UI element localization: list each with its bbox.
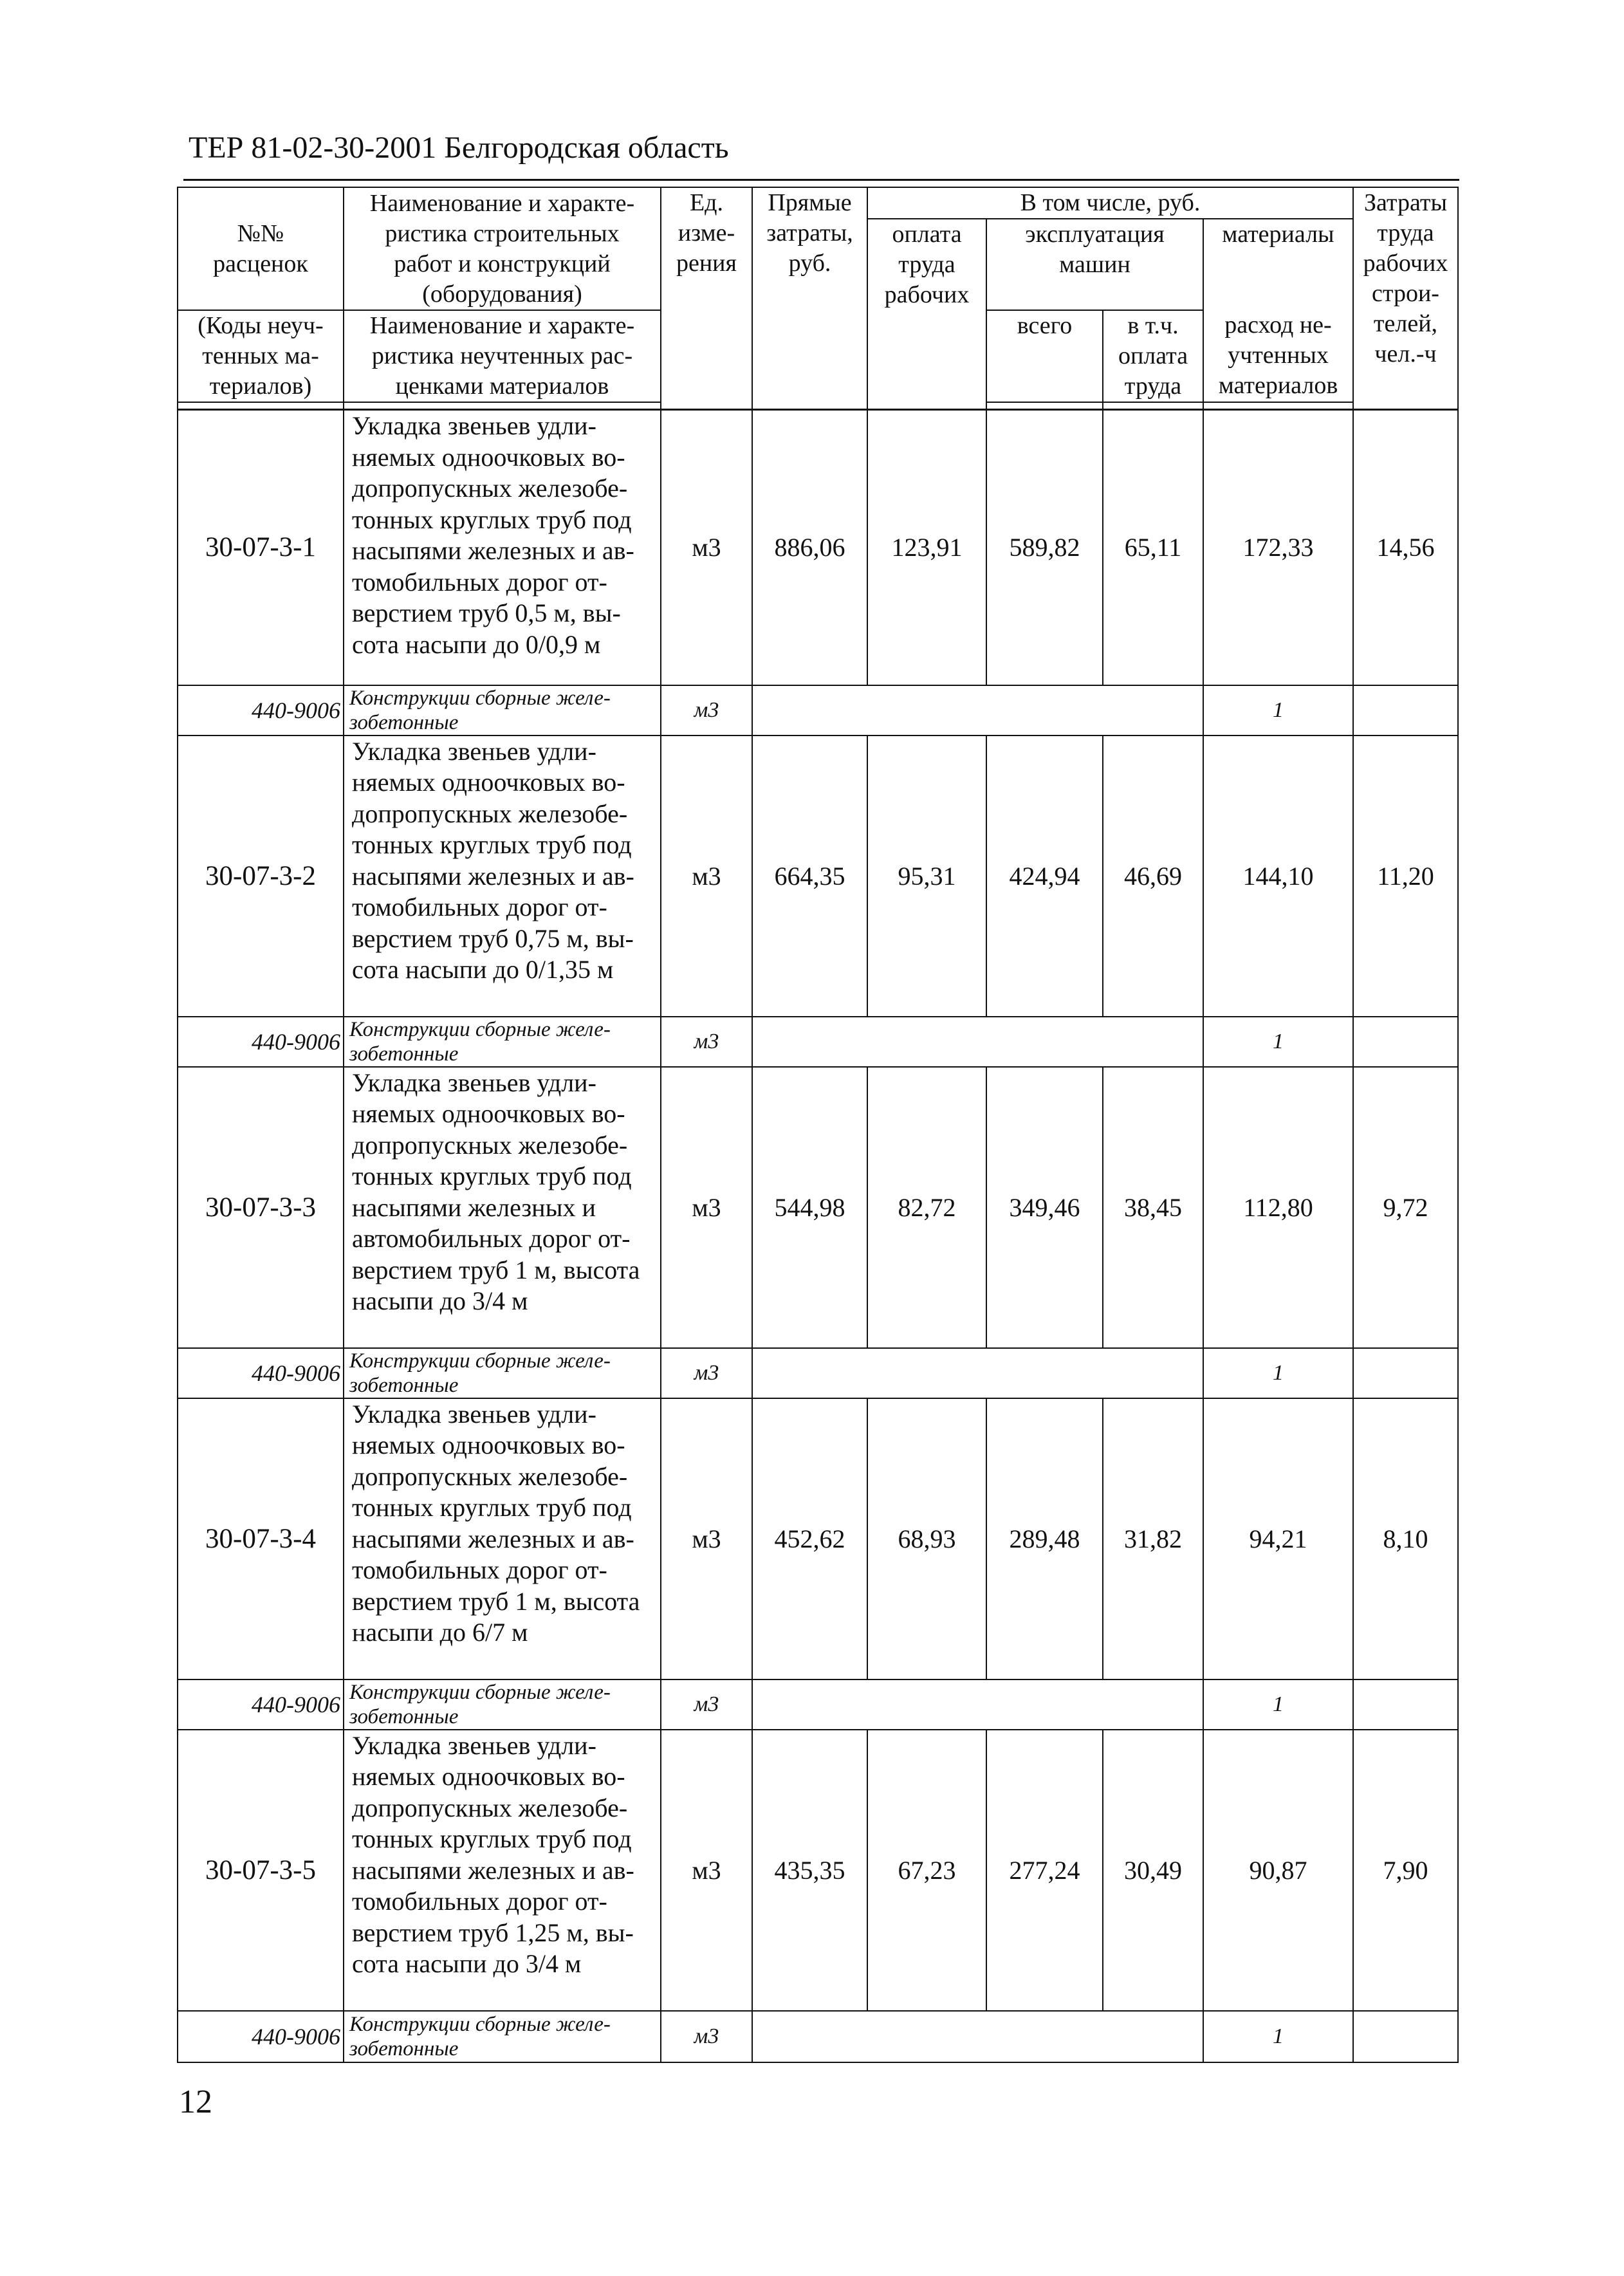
material-qty: 1	[1203, 1017, 1353, 1067]
header-name-bottom: Наименование и характе- ристика неучтенных рас- ценками материалов	[344, 310, 661, 402]
material-name: Конструкции сборные желе- зобетонные	[344, 1017, 661, 1067]
material-code: 440-9006	[178, 1679, 344, 1730]
materials-cell: 90,87	[1203, 1730, 1353, 2011]
unit-cell: м3	[661, 1730, 752, 2011]
header-labor-pay-space	[867, 310, 986, 402]
header-materials: материалы	[1203, 219, 1353, 310]
header-including: В том числе, руб.	[867, 187, 1353, 219]
material-row	[178, 1348, 1458, 1398]
materials-cell: 144,10	[1203, 736, 1353, 1017]
material-row	[178, 1017, 1458, 1067]
unit-cell: м3	[661, 1067, 752, 1348]
rate-code: 30-07-3-2	[178, 736, 344, 1017]
direct-cost-cell: 664,35	[752, 736, 867, 1017]
material-unit: м3	[661, 1679, 752, 1730]
material-qty: 1	[1203, 1348, 1353, 1398]
machines-pay-cell: 38,45	[1103, 1067, 1203, 1348]
labor-pay-cell: 95,31	[867, 736, 986, 1017]
material-qty: 1	[1203, 1679, 1353, 1730]
machines-total-cell: 277,24	[986, 1730, 1103, 2011]
rate-name: Укладка звеньев удли- няемых одноочковых во- допропускных железобе- тонных круглых труб под насыпями железных и автомобильных дорог от- верстием труб 1 м, высота насыпи до 3/4 м	[344, 1067, 661, 1348]
machines-total-cell: 349,46	[986, 1067, 1103, 1348]
material-name: Конструкции сборные желе- зобетонные	[344, 1348, 661, 1398]
header-name: Наименование и характе- ристика строительных работ и конструкций (оборудования)	[344, 187, 661, 310]
header-labor-pay: оплата труда рабочих	[867, 219, 986, 310]
labor-pay-cell: 67,23	[867, 1730, 986, 2011]
machines-total-cell: 589,82	[986, 410, 1103, 685]
labor-cost-cell: 9,72	[1353, 1067, 1458, 1348]
material-row	[178, 685, 1458, 736]
labor-cost-cell: 8,10	[1353, 1398, 1458, 1679]
rate-name: Укладка звеньев удли- няемых одноочковых во- допропускных железобе- тонных круглых труб под насыпями железных и ав- томобильных дорог от- верстием труб 0,75 м, вы- сота насыпи до 0/1,35 м	[344, 736, 661, 1017]
header-gap-row	[178, 402, 1458, 410]
header-machines-pay: в т.ч. оплата труда	[1103, 310, 1203, 402]
material-row	[178, 2011, 1458, 2062]
material-labor-blank	[1353, 1017, 1458, 1067]
header-machines: эксплуатация машин	[986, 219, 1203, 310]
material-labor-blank	[1353, 2011, 1458, 2062]
machines-total-cell: 289,48	[986, 1398, 1103, 1679]
rate-name: Укладка звеньев удли- няемых одноочковых во- допропускных железобе- тонных круглых труб под насыпями железных и ав- томобильных дорог от- верстием труб 1 м, высота насыпи до 6/7 м	[344, 1398, 661, 1679]
machines-pay-cell: 46,69	[1103, 736, 1203, 1017]
material-name: Конструкции сборные желе- зобетонные	[344, 1679, 661, 1730]
header-unit: Ед. изме- рения	[661, 187, 752, 402]
machines-pay-cell: 31,82	[1103, 1398, 1203, 1679]
material-blank	[752, 1679, 1203, 1730]
rate-name: Укладка звеньев удли- няемых одноочковых во- допропускных железобе- тонных круглых труб под насыпями железных и ав- томобильных дорог от- верстием труб 0,5 м, вы- сота насыпи до 0/0,9 м	[344, 410, 661, 685]
material-labor-blank	[1353, 1679, 1458, 1730]
header-code-bottom: (Коды неуч- тенных ма- териалов)	[178, 310, 344, 402]
header-direct: Прямые затраты, руб.	[752, 187, 867, 402]
table-row	[178, 410, 1458, 685]
rate-code: 30-07-3-4	[178, 1398, 344, 1679]
direct-cost-cell: 886,06	[752, 410, 867, 685]
material-qty: 1	[1203, 2011, 1353, 2062]
rate-code: 30-07-3-5	[178, 1730, 344, 2011]
table-row	[178, 1067, 1458, 1348]
material-unit: м3	[661, 685, 752, 736]
page-number: 12	[179, 2084, 212, 2120]
header-materials-unaccounted: расход не- учтенных материалов	[1203, 310, 1353, 402]
labor-cost-cell: 14,56	[1353, 410, 1458, 685]
rates-table	[177, 187, 1459, 2063]
page-title: ТЕР 81-02-30-2001 Белгородская область	[189, 131, 729, 165]
labor-cost-cell: 7,90	[1353, 1730, 1458, 2011]
material-code: 440-9006	[178, 2011, 344, 2062]
rate-name: Укладка звеньев удли- няемых одноочковых во- допропускных железобе- тонных круглых труб под насыпями железных и ав- томобильных дорог от- верстием труб 1,25 м, вы- сота насыпи до 3/4 м	[344, 1730, 661, 2011]
unit-cell: м3	[661, 410, 752, 685]
materials-cell: 112,80	[1203, 1067, 1353, 1348]
material-labor-blank	[1353, 685, 1458, 736]
unit-cell: м3	[661, 736, 752, 1017]
machines-total-cell: 424,94	[986, 736, 1103, 1017]
material-blank	[752, 1017, 1203, 1067]
labor-pay-cell: 68,93	[867, 1398, 986, 1679]
material-unit: м3	[661, 1017, 752, 1067]
materials-cell: 94,21	[1203, 1398, 1353, 1679]
direct-cost-cell: 435,35	[752, 1730, 867, 2011]
material-qty: 1	[1203, 685, 1353, 736]
rate-code: 30-07-3-1	[178, 410, 344, 685]
material-labor-blank	[1353, 1348, 1458, 1398]
unit-cell: м3	[661, 1398, 752, 1679]
machines-pay-cell: 30,49	[1103, 1730, 1203, 2011]
header-code: №№ расценок	[178, 187, 344, 310]
direct-cost-cell: 544,98	[752, 1067, 867, 1348]
material-code: 440-9006	[178, 1348, 344, 1398]
material-code: 440-9006	[178, 685, 344, 736]
machines-pay-cell: 65,11	[1103, 410, 1203, 685]
labor-pay-cell: 123,91	[867, 410, 986, 685]
labor-pay-cell: 82,72	[867, 1067, 986, 1348]
direct-cost-cell: 452,62	[752, 1398, 867, 1679]
material-unit: м3	[661, 1348, 752, 1398]
material-row	[178, 1679, 1458, 1730]
title-rule	[183, 179, 1459, 181]
labor-cost-cell: 11,20	[1353, 736, 1458, 1017]
rate-code: 30-07-3-3	[178, 1067, 344, 1348]
materials-cell: 172,33	[1203, 410, 1353, 685]
material-blank	[752, 685, 1203, 736]
table-row	[178, 1730, 1458, 2011]
material-name: Конструкции сборные желе- зобетонные	[344, 685, 661, 736]
table-row	[178, 1398, 1458, 1679]
material-name: Конструкции сборные желе- зобетонные	[344, 2011, 661, 2062]
material-blank	[752, 2011, 1203, 2062]
header-machines-total: всего	[986, 310, 1103, 402]
material-blank	[752, 1348, 1203, 1398]
material-code: 440-9006	[178, 1017, 344, 1067]
material-unit: м3	[661, 2011, 752, 2062]
table-row	[178, 736, 1458, 1017]
header-row-1	[178, 187, 1458, 219]
header-labor-cost: Затраты труда рабочих строи- телей, чел.-ч	[1353, 187, 1458, 402]
